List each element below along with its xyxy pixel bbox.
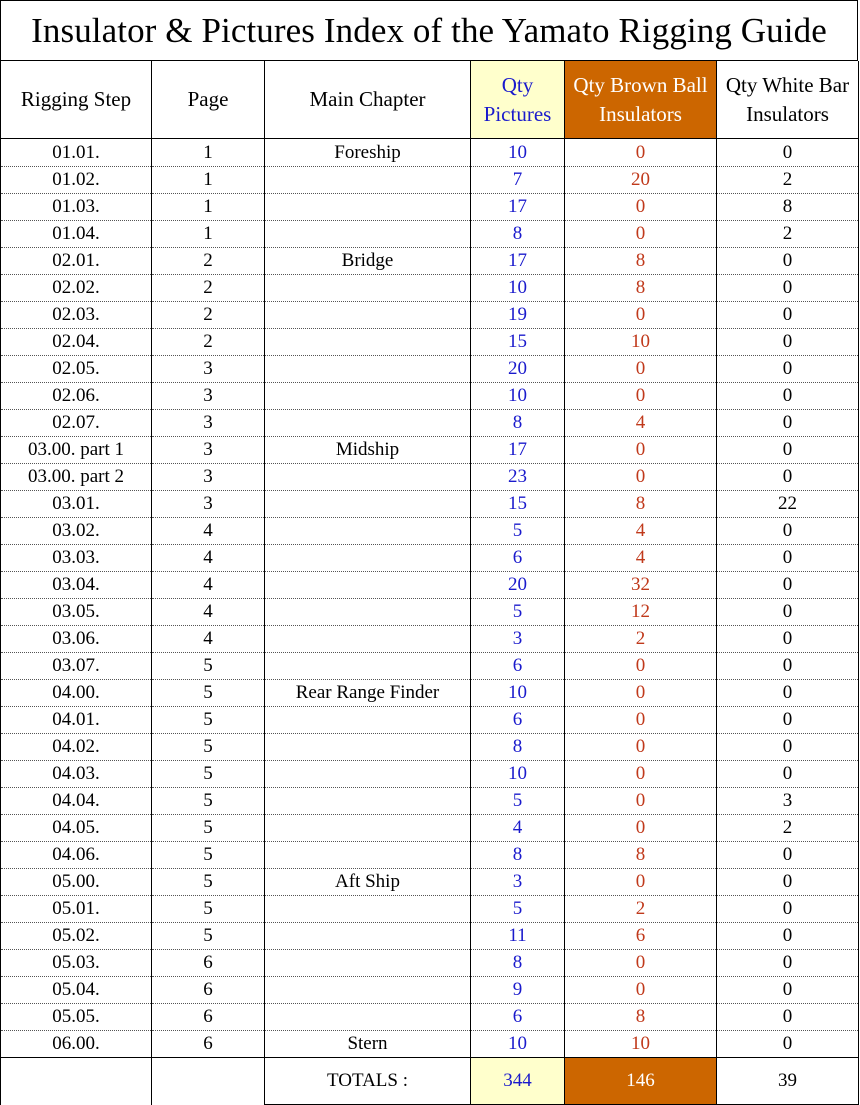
table-row (1, 545, 859, 572)
cell-qty-pictures: 15 (471, 329, 565, 356)
table-row (1, 788, 859, 815)
table-body (1, 139, 859, 1058)
cell-qty-brown-ball: 0 (565, 869, 717, 896)
cell-rigging-step: 03.06. (1, 626, 152, 653)
cell-rigging-step: 02.03. (1, 302, 152, 329)
cell-qty-brown-ball: 0 (565, 707, 717, 734)
cell-qty-white-bar: 0 (717, 977, 859, 1004)
cell-qty-white-bar: 0 (717, 302, 859, 329)
header-main-chapter: Main Chapter (265, 61, 471, 139)
cell-main-chapter: Aft Ship (265, 869, 471, 896)
cell-qty-brown-ball: 0 (565, 464, 717, 491)
cell-qty-brown-ball: 0 (565, 950, 717, 977)
cell-qty-white-bar: 8 (717, 194, 859, 221)
cell-qty-white-bar: 2 (717, 167, 859, 194)
cell-qty-white-bar: 0 (717, 410, 859, 437)
cell-rigging-step: 02.04. (1, 329, 152, 356)
cell-qty-pictures: 17 (471, 437, 565, 464)
cell-qty-brown-ball: 2 (565, 626, 717, 653)
cell-qty-brown-ball: 0 (565, 761, 717, 788)
cell-qty-pictures: 7 (471, 167, 565, 194)
cell-qty-white-bar: 0 (717, 842, 859, 869)
cell-rigging-step: 02.01. (1, 248, 152, 275)
table-row (1, 491, 859, 518)
cell-qty-pictures: 5 (471, 599, 565, 626)
cell-qty-pictures: 8 (471, 950, 565, 977)
header-qty-white-line2: Insulators (746, 101, 829, 126)
table-row (1, 842, 859, 869)
cell-page: 4 (152, 545, 265, 572)
cell-qty-white-bar: 0 (717, 1031, 859, 1058)
header-qty-pictures-line1: Qty (501, 72, 534, 97)
cell-rigging-step: 02.07. (1, 410, 152, 437)
cell-qty-pictures: 8 (471, 410, 565, 437)
cell-page: 5 (152, 653, 265, 680)
table-row (1, 140, 859, 167)
cell-rigging-step: 04.03. (1, 761, 152, 788)
table-row (1, 410, 859, 437)
cell-main-chapter (265, 356, 471, 383)
cell-main-chapter (265, 896, 471, 923)
totals-label: TOTALS : (265, 1058, 471, 1105)
cell-qty-pictures: 6 (471, 653, 565, 680)
cell-qty-brown-ball: 8 (565, 275, 717, 302)
cell-qty-white-bar: 0 (717, 518, 859, 545)
cell-main-chapter (265, 599, 471, 626)
cell-page: 5 (152, 815, 265, 842)
index-table (0, 61, 859, 1105)
cell-main-chapter (265, 572, 471, 599)
cell-qty-brown-ball: 8 (565, 491, 717, 518)
cell-qty-pictures: 8 (471, 221, 565, 248)
cell-page: 5 (152, 707, 265, 734)
cell-qty-brown-ball: 0 (565, 140, 717, 167)
cell-main-chapter (265, 221, 471, 248)
table-row (1, 1031, 859, 1058)
cell-qty-white-bar: 0 (717, 707, 859, 734)
cell-qty-pictures: 3 (471, 626, 565, 653)
table-row (1, 707, 859, 734)
cell-page: 3 (152, 383, 265, 410)
cell-main-chapter: Foreship (265, 140, 471, 167)
table-row (1, 248, 859, 275)
cell-qty-pictures: 5 (471, 896, 565, 923)
header-qty-pictures (471, 61, 565, 139)
cell-qty-brown-ball: 4 (565, 518, 717, 545)
cell-qty-brown-ball: 0 (565, 977, 717, 1004)
cell-qty-white-bar: 0 (717, 464, 859, 491)
cell-main-chapter (265, 950, 471, 977)
cell-main-chapter: Bridge (265, 248, 471, 275)
cell-qty-white-bar: 0 (717, 140, 859, 167)
cell-qty-brown-ball: 0 (565, 653, 717, 680)
cell-rigging-step: 04.02. (1, 734, 152, 761)
cell-qty-white-bar: 2 (717, 221, 859, 248)
cell-page: 5 (152, 923, 265, 950)
cell-qty-pictures: 5 (471, 788, 565, 815)
cell-qty-brown-ball: 0 (565, 302, 717, 329)
table-row (1, 275, 859, 302)
cell-page: 2 (152, 329, 265, 356)
cell-page: 6 (152, 950, 265, 977)
cell-page: 1 (152, 194, 265, 221)
cell-qty-pictures: 10 (471, 1031, 565, 1058)
cell-qty-pictures: 23 (471, 464, 565, 491)
cell-qty-white-bar: 0 (717, 545, 859, 572)
cell-qty-white-bar: 0 (717, 572, 859, 599)
cell-qty-white-bar: 0 (717, 356, 859, 383)
cell-rigging-step: 04.04. (1, 788, 152, 815)
table-row (1, 302, 859, 329)
cell-qty-pictures: 4 (471, 815, 565, 842)
cell-qty-white-bar: 0 (717, 383, 859, 410)
cell-main-chapter (265, 761, 471, 788)
cell-qty-brown-ball: 4 (565, 410, 717, 437)
cell-main-chapter (265, 653, 471, 680)
cell-page: 1 (152, 140, 265, 167)
cell-page: 1 (152, 221, 265, 248)
cell-qty-brown-ball: 0 (565, 194, 717, 221)
cell-qty-white-bar: 2 (717, 815, 859, 842)
table-row (1, 653, 859, 680)
table-row (1, 464, 859, 491)
sheet-title: Insulator & Pictures Index of the Yamato Rigging Guide (0, 0, 858, 61)
table-row (1, 734, 859, 761)
cell-rigging-step: 03.05. (1, 599, 152, 626)
cell-rigging-step: 05.03. (1, 950, 152, 977)
table-row (1, 761, 859, 788)
cell-page: 3 (152, 437, 265, 464)
cell-rigging-step: 05.00. (1, 869, 152, 896)
cell-rigging-step: 01.03. (1, 194, 152, 221)
cell-page: 5 (152, 734, 265, 761)
cell-qty-white-bar: 0 (717, 653, 859, 680)
total-brown-ball: 146 (565, 1058, 717, 1105)
cell-qty-pictures: 3 (471, 869, 565, 896)
cell-qty-white-bar: 3 (717, 788, 859, 815)
cell-qty-brown-ball: 0 (565, 356, 717, 383)
cell-page: 6 (152, 1004, 265, 1031)
cell-page: 6 (152, 977, 265, 1004)
cell-main-chapter (265, 275, 471, 302)
table-row (1, 599, 859, 626)
table-row (1, 356, 859, 383)
total-pictures: 344 (471, 1058, 565, 1105)
cell-qty-white-bar: 0 (717, 950, 859, 977)
cell-page: 4 (152, 599, 265, 626)
table-row (1, 680, 859, 707)
table-row (1, 1004, 859, 1031)
cell-qty-pictures: 9 (471, 977, 565, 1004)
cell-main-chapter (265, 329, 471, 356)
table-row (1, 896, 859, 923)
cell-rigging-step: 05.05. (1, 1004, 152, 1031)
table-row (1, 923, 859, 950)
cell-page: 5 (152, 869, 265, 896)
cell-page: 5 (152, 680, 265, 707)
cell-page: 4 (152, 626, 265, 653)
cell-rigging-step: 04.00. (1, 680, 152, 707)
cell-qty-pictures: 8 (471, 734, 565, 761)
cell-qty-white-bar: 0 (717, 275, 859, 302)
cell-page: 5 (152, 896, 265, 923)
cell-qty-brown-ball: 6 (565, 923, 717, 950)
cell-qty-brown-ball: 10 (565, 329, 717, 356)
table-row (1, 626, 859, 653)
cell-page: 6 (152, 1031, 265, 1058)
cell-qty-white-bar: 0 (717, 329, 859, 356)
cell-rigging-step: 04.01. (1, 707, 152, 734)
table-row (1, 329, 859, 356)
header-qty-brown-line1: Qty Brown Ball (573, 72, 708, 97)
cell-qty-brown-ball: 10 (565, 1031, 717, 1058)
cell-page: 1 (152, 167, 265, 194)
cell-main-chapter (265, 707, 471, 734)
cell-qty-white-bar: 0 (717, 248, 859, 275)
cell-qty-pictures: 6 (471, 545, 565, 572)
cell-qty-white-bar: 0 (717, 599, 859, 626)
cell-rigging-step: 02.05. (1, 356, 152, 383)
cell-main-chapter (265, 815, 471, 842)
cell-qty-brown-ball: 8 (565, 842, 717, 869)
cell-rigging-step: 06.00. (1, 1031, 152, 1058)
cell-page: 3 (152, 356, 265, 383)
cell-page: 4 (152, 518, 265, 545)
cell-qty-pictures: 10 (471, 140, 565, 167)
cell-qty-pictures: 6 (471, 707, 565, 734)
cell-qty-brown-ball: 0 (565, 221, 717, 248)
cell-qty-brown-ball: 0 (565, 383, 717, 410)
table-row (1, 167, 859, 194)
cell-qty-pictures: 10 (471, 275, 565, 302)
cell-main-chapter (265, 545, 471, 572)
cell-qty-pictures: 17 (471, 194, 565, 221)
cell-page: 3 (152, 410, 265, 437)
cell-main-chapter (265, 194, 471, 221)
cell-qty-pictures: 10 (471, 383, 565, 410)
cell-qty-pictures: 17 (471, 248, 565, 275)
cell-main-chapter (265, 626, 471, 653)
cell-qty-white-bar: 22 (717, 491, 859, 518)
cell-main-chapter (265, 842, 471, 869)
header-row (1, 61, 859, 139)
cell-qty-white-bar: 0 (717, 734, 859, 761)
cell-rigging-step: 03.02. (1, 518, 152, 545)
cell-rigging-step: 02.06. (1, 383, 152, 410)
cell-qty-brown-ball: 12 (565, 599, 717, 626)
header-qty-white-line1: Qty White Bar (725, 72, 850, 97)
cell-qty-white-bar: 0 (717, 923, 859, 950)
cell-qty-brown-ball: 0 (565, 680, 717, 707)
cell-page: 5 (152, 788, 265, 815)
cell-main-chapter (265, 923, 471, 950)
cell-qty-brown-ball: 4 (565, 545, 717, 572)
cell-rigging-step: 02.02. (1, 275, 152, 302)
table-row (1, 950, 859, 977)
cell-main-chapter: Midship (265, 437, 471, 464)
cell-main-chapter (265, 977, 471, 1004)
cell-qty-pictures: 8 (471, 842, 565, 869)
cell-rigging-step: 05.04. (1, 977, 152, 1004)
cell-page: 2 (152, 302, 265, 329)
table-row (1, 221, 859, 248)
cell-qty-white-bar: 0 (717, 626, 859, 653)
cell-qty-pictures: 19 (471, 302, 565, 329)
cell-rigging-step: 03.01. (1, 491, 152, 518)
table-row (1, 572, 859, 599)
cell-qty-brown-ball: 0 (565, 788, 717, 815)
header-qty-brown-ball (565, 61, 717, 139)
cell-qty-pictures: 5 (471, 518, 565, 545)
cell-qty-white-bar: 0 (717, 761, 859, 788)
cell-page: 3 (152, 464, 265, 491)
cell-rigging-step: 04.05. (1, 815, 152, 842)
cell-qty-white-bar: 0 (717, 869, 859, 896)
cell-rigging-step: 03.04. (1, 572, 152, 599)
cell-rigging-step: 03.00. part 1 (1, 437, 152, 464)
cell-rigging-step: 01.02. (1, 167, 152, 194)
cell-page: 2 (152, 248, 265, 275)
table-row (1, 437, 859, 464)
cell-qty-brown-ball: 0 (565, 734, 717, 761)
cell-qty-pictures: 20 (471, 572, 565, 599)
header-rigging-step: Rigging Step (1, 61, 152, 139)
header-qty-pictures-line2: Pictures (483, 101, 552, 126)
cell-qty-pictures: 10 (471, 761, 565, 788)
cell-main-chapter (265, 491, 471, 518)
cell-qty-brown-ball: 8 (565, 1004, 717, 1031)
cell-main-chapter (265, 383, 471, 410)
cell-main-chapter (265, 302, 471, 329)
cell-page: 4 (152, 572, 265, 599)
header-qty-brown-line2: Insulators (599, 101, 682, 126)
cell-rigging-step: 01.04. (1, 221, 152, 248)
cell-qty-white-bar: 0 (717, 1004, 859, 1031)
cell-rigging-step: 03.00. part 2 (1, 464, 152, 491)
header-page: Page (152, 61, 265, 139)
cell-page: 3 (152, 491, 265, 518)
cell-qty-pictures: 20 (471, 356, 565, 383)
table-row (1, 383, 859, 410)
table-row (1, 194, 859, 221)
cell-qty-brown-ball: 0 (565, 437, 717, 464)
cell-qty-pictures: 10 (471, 680, 565, 707)
table-row (1, 869, 859, 896)
cell-main-chapter (265, 1004, 471, 1031)
table-row (1, 977, 859, 1004)
cell-rigging-step: 05.01. (1, 896, 152, 923)
table-row (1, 518, 859, 545)
cell-qty-brown-ball: 0 (565, 815, 717, 842)
cell-rigging-step: 01.01. (1, 140, 152, 167)
cell-main-chapter (265, 518, 471, 545)
cell-main-chapter (265, 734, 471, 761)
cell-rigging-step: 05.02. (1, 923, 152, 950)
cell-rigging-step: 04.06. (1, 842, 152, 869)
cell-qty-pictures: 6 (471, 1004, 565, 1031)
totals-row (1, 1058, 859, 1105)
cell-page: 5 (152, 842, 265, 869)
cell-qty-white-bar: 0 (717, 896, 859, 923)
cell-qty-white-bar: 0 (717, 437, 859, 464)
header-qty-white-bar (717, 61, 859, 139)
cell-qty-brown-ball: 2 (565, 896, 717, 923)
cell-qty-brown-ball: 20 (565, 167, 717, 194)
cell-page: 2 (152, 275, 265, 302)
cell-rigging-step: 03.07. (1, 653, 152, 680)
cell-qty-pictures: 11 (471, 923, 565, 950)
cell-main-chapter (265, 464, 471, 491)
cell-main-chapter (265, 167, 471, 194)
cell-main-chapter (265, 410, 471, 437)
cell-page: 5 (152, 761, 265, 788)
cell-main-chapter: Stern (265, 1031, 471, 1058)
cell-rigging-step: 03.03. (1, 545, 152, 572)
table-row (1, 815, 859, 842)
cell-qty-pictures: 15 (471, 491, 565, 518)
cell-qty-brown-ball: 8 (565, 248, 717, 275)
cell-main-chapter (265, 788, 471, 815)
total-white-bar: 39 (717, 1058, 859, 1105)
cell-qty-brown-ball: 32 (565, 572, 717, 599)
totals-blank-step (1, 1058, 152, 1105)
cell-main-chapter: Rear Range Finder (265, 680, 471, 707)
cell-qty-white-bar: 0 (717, 680, 859, 707)
totals-blank-page (152, 1058, 265, 1105)
